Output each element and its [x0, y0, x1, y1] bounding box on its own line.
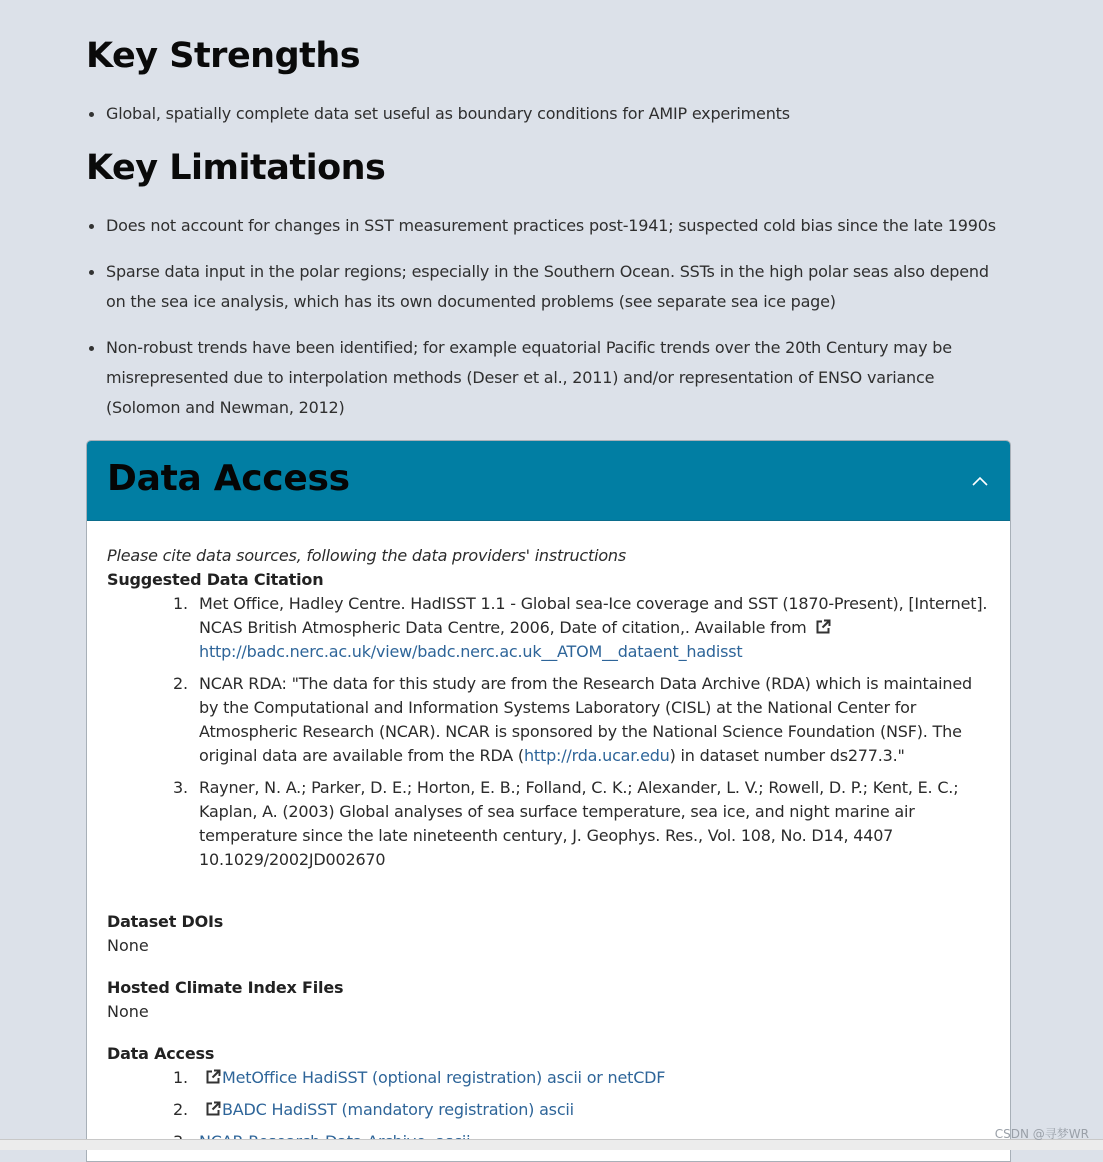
dataset-dois-value: None	[107, 936, 149, 955]
watermark: CSDN @寻梦WR	[994, 1127, 1089, 1141]
horizontal-scrollbar[interactable]	[0, 1139, 1103, 1150]
metoffice-hadisst-link[interactable]: MetOffice HadiSST (optional registration) ascii or netCDF	[222, 1068, 666, 1087]
panel-header[interactable]	[87, 441, 1010, 521]
chevron-up-icon	[968, 469, 992, 493]
hosted-index-heading: Hosted Climate Index Files	[107, 978, 344, 997]
citation-text: NCAR RDA: "The data for this study are from the Research Data Archive (RDA) which is maintained by the Computational and Information Systems Laboratory (CISL) at the National Center for Atmospheric Research (NCAR). NCAR is sponsored by the National Science Foundation (NSF). The original data are available from the RDA (	[199, 674, 972, 765]
citation-text: ) in dataset number ds277.3."	[669, 746, 905, 765]
citation-link[interactable]: http://badc.nerc.ac.uk/view/badc.nerc.ac.uk__ATOM__dataent_hadisst	[199, 642, 743, 661]
citation-link[interactable]: http://rda.ucar.edu	[523, 746, 670, 765]
list-item: Does not account for changes in SST measurement practices post-1941; suspected cold bias since the late 1990s	[86, 211, 1011, 241]
access-item	[199, 1066, 990, 1090]
access-item	[199, 1098, 990, 1122]
panel-body	[87, 521, 1010, 1154]
limitations-list	[86, 211, 1011, 439]
citation-list	[107, 592, 990, 872]
panel-title: Data Access	[107, 458, 350, 499]
key-strengths-heading: Key Strengths	[86, 36, 361, 76]
data-access-panel	[86, 440, 1011, 1162]
external-link-icon	[205, 1068, 221, 1084]
strengths-list	[86, 99, 1011, 129]
list-item: Sparse data input in the polar regions; especially in the Southern Ocean. SSTs in the high polar seas also depend on the sea ice analysis, which has its own documented problems (see separate sea ice page)	[86, 257, 1011, 317]
citation-text: Rayner, N. A.; Parker, D. E.; Horton, E. B.; Folland, C. K.; Alexander, L. V.; Rowell, D. P.; Kent, E. C.; Kaplan, A. (2003) Global analyses of sea surface temperature, sea ice, and night marine air temperature since the late nineteenth century, J. Geophys. Res., Vol. 108, No. D14, 4407 10.1029/2002JD002670	[199, 778, 959, 869]
external-link-icon	[205, 1100, 221, 1116]
citation-item	[199, 672, 990, 768]
citation-text: Met Office, Hadley Centre. HadISST 1.1 - Global sea-Ice coverage and SST (1870-Present), [Internet]. NCAS British Atmospheric Data Centre, 2006, Date of citation,. Available from	[199, 594, 988, 637]
citation-heading: Suggested Data Citation	[107, 570, 324, 589]
list-item: Non-robust trends have been identified; for example equatorial Pacific trends over the 20th Century may be misrepresented due to interpolation methods (Deser et al., 2011) and/or representation of ENSO variance (Solomon and Newman, 2012)	[86, 333, 1011, 423]
key-limitations-heading: Key Limitations	[86, 148, 386, 188]
hosted-index-value: None	[107, 1002, 149, 1021]
data-access-heading: Data Access	[107, 1044, 215, 1063]
external-link-icon	[815, 618, 831, 634]
citation-item	[199, 776, 990, 872]
badc-hadisst-link[interactable]: BADC HadiSST (mandatory registration) ascii	[222, 1100, 574, 1119]
dataset-dois-heading: Dataset DOIs	[107, 912, 224, 931]
citation-item	[199, 592, 990, 664]
cite-note: Please cite data sources, following the data providers' instructions	[107, 546, 626, 565]
list-item: Global, spatially complete data set useful as boundary conditions for AMIP experiments	[86, 99, 1011, 129]
collapse-button[interactable]	[968, 469, 992, 493]
